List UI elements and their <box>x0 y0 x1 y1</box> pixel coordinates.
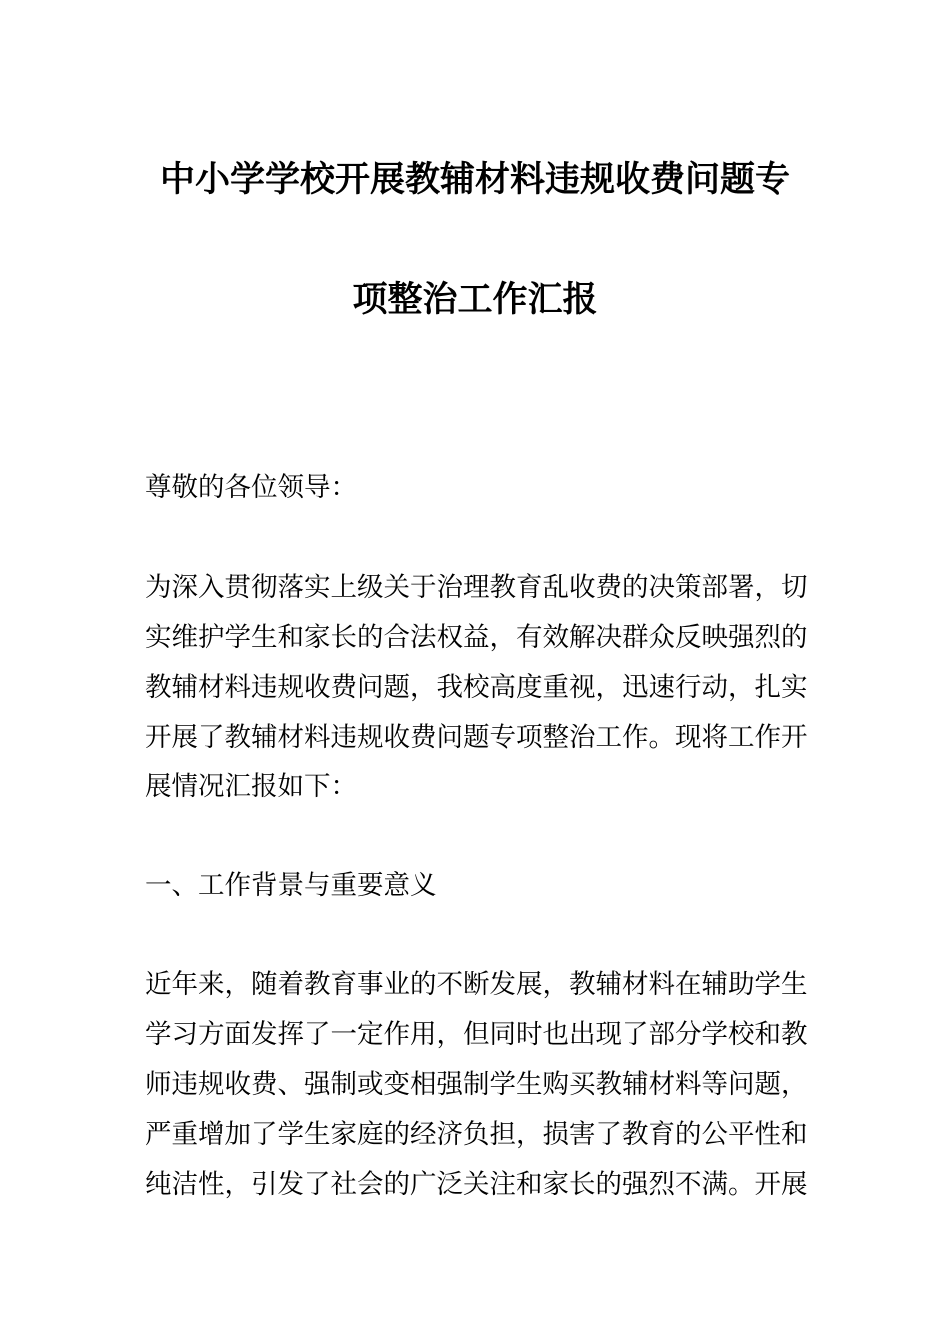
section-1-line-1: 近年来，随着教育事业的不断发展，教辅材料在辅助学生 <box>145 969 808 1000</box>
document-title-line-1: 中小学学校开展教辅材料违规收费问题专 <box>159 160 790 200</box>
section-1-line-5: 纯洁性，引发了社会的广泛关注和家长的强烈不满。开展 <box>145 1169 808 1200</box>
section-1-line-2: 学习方面发挥了一定作用，但同时也出现了部分学校和教 <box>145 1019 808 1050</box>
document-title-line-2: 项整治工作汇报 <box>352 280 598 320</box>
section-1-heading: 一、工作背景与重要意义 <box>145 870 437 901</box>
intro-line-5: 展情况汇报如下： <box>145 771 357 802</box>
intro-line-2: 实维护学生和家长的合法权益，有效解决群众反映强烈的 <box>145 622 808 653</box>
salutation: 尊敬的各位领导： <box>145 472 357 503</box>
intro-line-1: 为深入贯彻落实上级关于治理教育乱收费的决策部署，切 <box>145 572 808 603</box>
section-1-line-4: 严重增加了学生家庭的经济负担，损害了教育的公平性和 <box>145 1119 808 1150</box>
intro-line-3: 教辅材料违规收费问题，我校高度重视，迅速行动，扎实 <box>145 672 808 703</box>
section-1-line-3: 师违规收费、强制或变相强制学生购买教辅材料等问题， <box>145 1069 808 1100</box>
intro-line-4: 开展了教辅材料违规收费问题专项整治工作。现将工作开 <box>145 722 808 753</box>
